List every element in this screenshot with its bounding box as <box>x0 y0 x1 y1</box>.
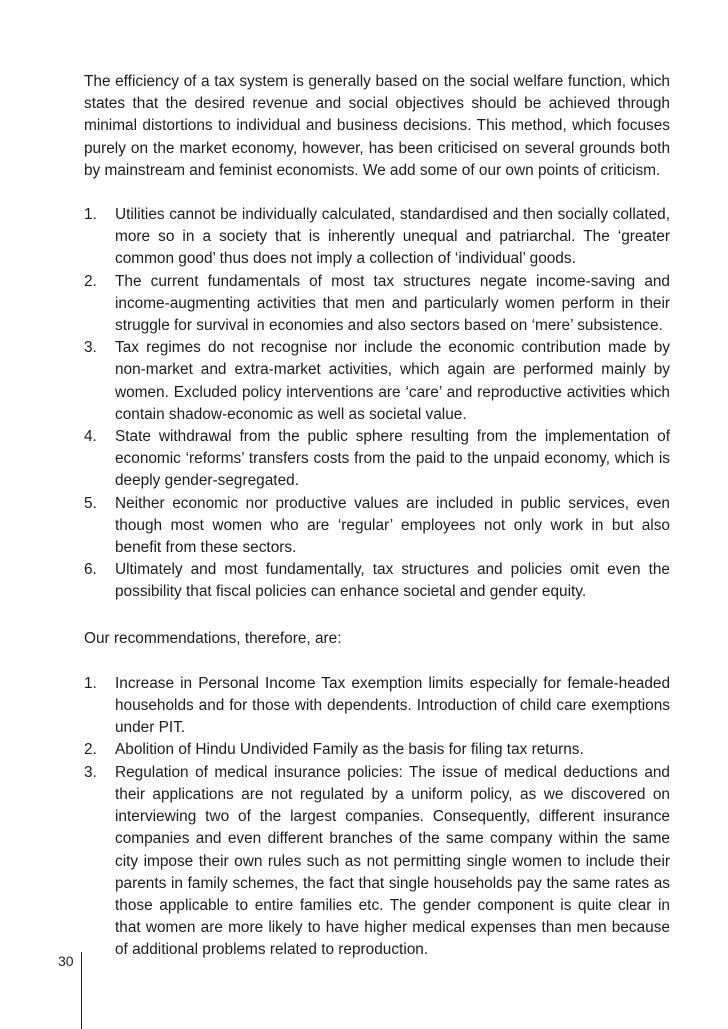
criticism-item <box>84 204 670 271</box>
list-text: Regulation of medical insurance policies: The issue of medical deductions and their applications are not regulated by a uniform policy, as we discovered on interviewing two of the largest companies. Consequently, different insurance companies and even different branches of the same company within the same city impose their own rules such as not permitting single women to include their parents in family schemes, the fact that single households pay the same rates as those applicable to entire families etc. The gender component is quite clear in that women are more likely to have higher medical expenses than men because of additional problems related to reproduction. <box>115 763 670 959</box>
list-text: Ultimately and most fundamentally, tax structures and policies omit even the possibility that fiscal policies can enhance societal and gender equity. <box>115 561 670 601</box>
list-text: Abolition of Hindu Undivided Family as the basis for filing tax returns. <box>115 741 584 759</box>
page-body <box>84 71 670 962</box>
list-number: 3. <box>84 339 97 357</box>
page-number: 30 <box>58 953 74 969</box>
list-number: 2. <box>84 272 97 290</box>
list-number: 3. <box>84 763 97 781</box>
margin-rule <box>81 952 82 1029</box>
list-text: State withdrawal from the public sphere resulting from the implementation of economic ‘reforms’ transfers costs from the paid to the unpaid economy, which is deeply gender-segregated. <box>115 428 670 490</box>
criticism-item <box>84 493 670 560</box>
list-text: Tax regimes do not recognise nor include the economic contribution made by non-market and extra-market activities, which again are performed mainly by women. Excluded policy interventions are ‘care’ and reproductive activities which contain shadow-economic as well as societal value. <box>115 339 670 423</box>
list-text: The current fundamentals of most tax structures negate income-saving and income-augmenting activities that men and particularly women perform in their struggle for survival in economies and also sectors based on ‘mere’ subsistence. <box>115 272 670 335</box>
list-number: 5. <box>84 494 97 512</box>
list-text: Increase in Personal Income Tax exemption limits especially for female-headed households and for those with dependents. Introduction of child care exemptions under PIT. <box>115 674 670 737</box>
list-text: Neither economic nor productive values are included in public services, even though most women who are ‘regular’ employees not only work in but also benefit from these sectors. <box>115 494 670 557</box>
criticism-item <box>84 337 670 426</box>
list-number: 2. <box>84 741 97 759</box>
recommendations-intro: Our recommendations, therefore, are: <box>84 629 342 647</box>
criticism-item <box>84 426 670 493</box>
list-number: 1. <box>84 674 97 692</box>
recommendation-item <box>84 673 670 740</box>
recommendation-list <box>84 673 670 962</box>
criticism-item <box>84 559 670 603</box>
recommendation-item <box>84 762 670 962</box>
criticism-list <box>84 204 670 604</box>
criticism-item <box>84 271 670 338</box>
recommendation-item <box>84 739 670 761</box>
list-number: 6. <box>84 561 97 579</box>
list-number: 1. <box>84 206 97 224</box>
list-number: 4. <box>84 428 97 446</box>
intro-paragraph: The efficiency of a tax system is generally based on the social welfare function, which states that the desired revenue and social objectives should be achieved through minimal distortions to individual and business decisions. This method, which focuses purely on the market economy, however, has been criticised on several grounds both by mainstream and feminist economists. We add some of our own points of criticism. <box>84 73 670 179</box>
list-text: Utilities cannot be individually calculated, standardised and then socially collated, more so in a society that is inherently unequal and patriarchal. The ‘greater common good’ thus does not imply a collection of ‘individual’ goods. <box>115 206 670 268</box>
